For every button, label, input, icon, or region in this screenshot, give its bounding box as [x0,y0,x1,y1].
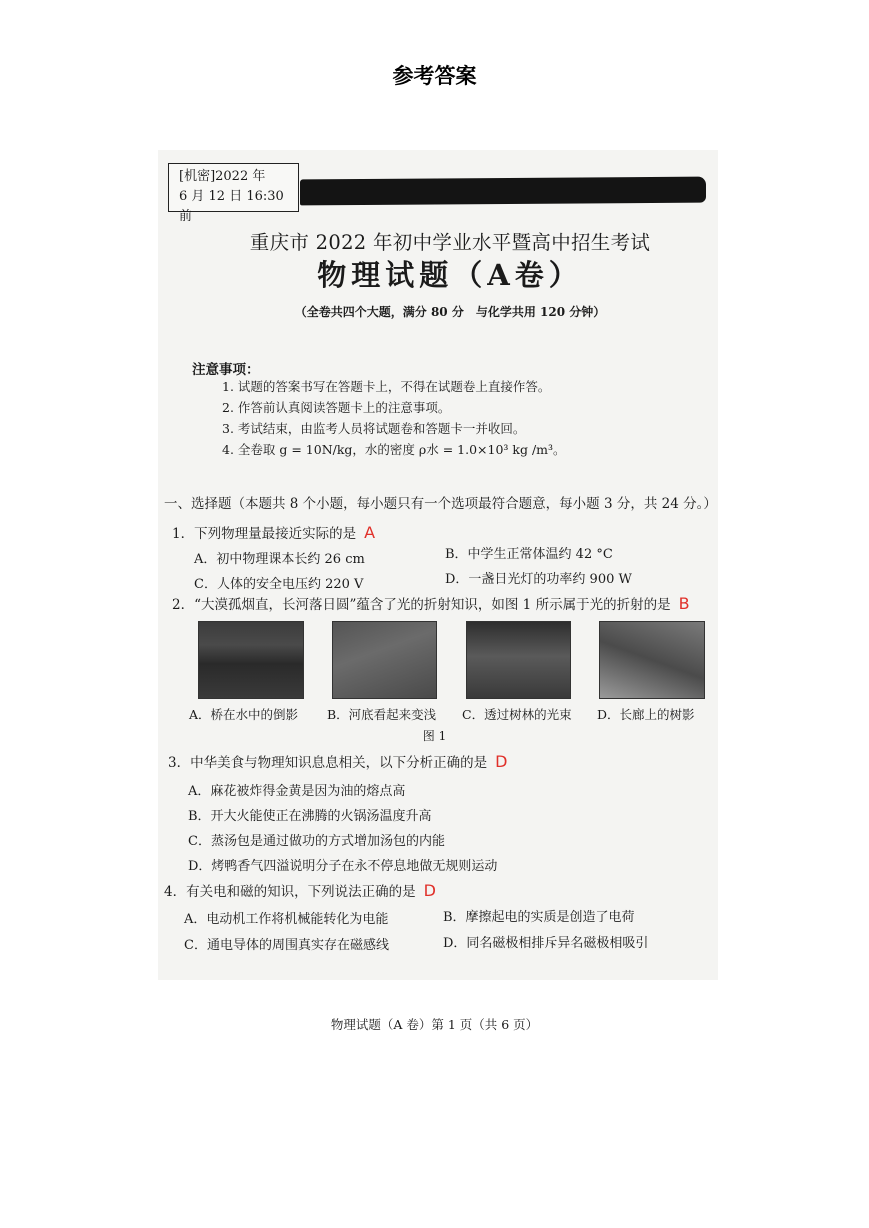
option-d: D．烤鸭香气四溢说明分子在永不停息地做无规则运动 [188,859,498,874]
option-a: A．麻花被炸得金黄是因为油的熔点高 [188,784,406,799]
figure-label: 图 1 [422,729,447,743]
notice-item: 1. 试题的答案书写在答题卡上，不得在试题卷上直接作答。 [222,379,551,394]
figure-caption-c: C．透过树林的光束 [462,707,572,722]
option-c: C．通电导体的周围真实存在磁感线 [184,938,389,953]
notice-item: 3. 考试结束，由监考人员将试题卷和答题卡一并收回。 [222,421,526,436]
answer-mark: B [678,594,690,613]
answer-mark: A [364,523,376,542]
page-footer: 物理试题（A 卷）第 1 页（共 6 页） [330,1017,539,1032]
confidential-line-2: 6 月 12 日 16:30 前 [179,189,284,224]
photo-bridge-reflection [198,621,304,699]
page-heading: 参考答案 [392,64,477,88]
exam-subject-title: 物理试题（A卷） [317,258,583,292]
figure-caption-a: A．桥在水中的倒影 [189,707,299,722]
option-c: C．蒸汤包是通过做功的方式增加汤包的内能 [188,834,445,849]
question-4 [164,880,436,900]
exam-subtitle: （全卷共四个大题，满分 80 分 与化学共用 120 分钟） [294,305,606,319]
option-b: B．开大火能使正在沸腾的火锅汤温度升高 [188,809,432,824]
photo-riverbed [332,621,437,699]
question-stem: 2．“大漠孤烟直，长河落日圆”蕴含了光的折射知识，如图 1 所示属于光的折射的是 [172,597,671,613]
option-a: A．初中物理课本长约 26 cm [194,552,365,567]
question-stem: 3．中华美食与物理知识息息相关，以下分析正确的是 [168,755,488,771]
redaction-bar [300,177,706,206]
option-b: B．摩擦起电的实质是创造了电荷 [443,910,635,925]
figure-caption-d: D．长廊上的树影 [597,707,695,722]
figure-caption-b: B．河底看起来变浅 [327,707,437,722]
answer-mark: D [495,752,508,771]
notice-heading: 注意事项： [192,362,260,378]
exam-title: 重庆市 2022 年初中学业水平暨高中招生考试 [249,231,651,254]
question-1 [172,522,375,542]
confidential-line-1: [机密]2022 年 [179,169,266,184]
question-stem: 1．下列物理量最接近实际的是 [172,526,357,542]
option-b: B．中学生正常体温约 42 °C [445,547,613,562]
notice-item: 4. 全卷取 g = 10N/kg，水的密度 ρ水 = 1.0×10³ kg /m³。 [222,442,566,457]
answer-mark: D [423,881,436,900]
question-3 [168,751,507,771]
photo-corridor-shadow [599,621,705,699]
option-c: C．人体的安全电压约 220 V [194,577,364,592]
photo-forest-light [466,621,571,699]
option-a: A．电动机工作将机械能转化为电能 [184,912,389,927]
confidential-stamp [168,163,299,224]
option-d: D．同名磁极相排斥异名磁极相吸引 [443,936,649,951]
question-stem: 4．有关电和磁的知识，下列说法正确的是 [164,884,416,900]
notice-item: 2. 作答前认真阅读答题卡上的注意事项。 [222,400,451,415]
option-d: D．一盏日光灯的功率约 900 W [445,572,632,587]
question-2 [172,593,690,613]
section-heading: 一、选择题（本题共 8 个小题，每小题只有一个选项最符合题意，每小题 3 分，共 24 分。） [164,496,717,512]
